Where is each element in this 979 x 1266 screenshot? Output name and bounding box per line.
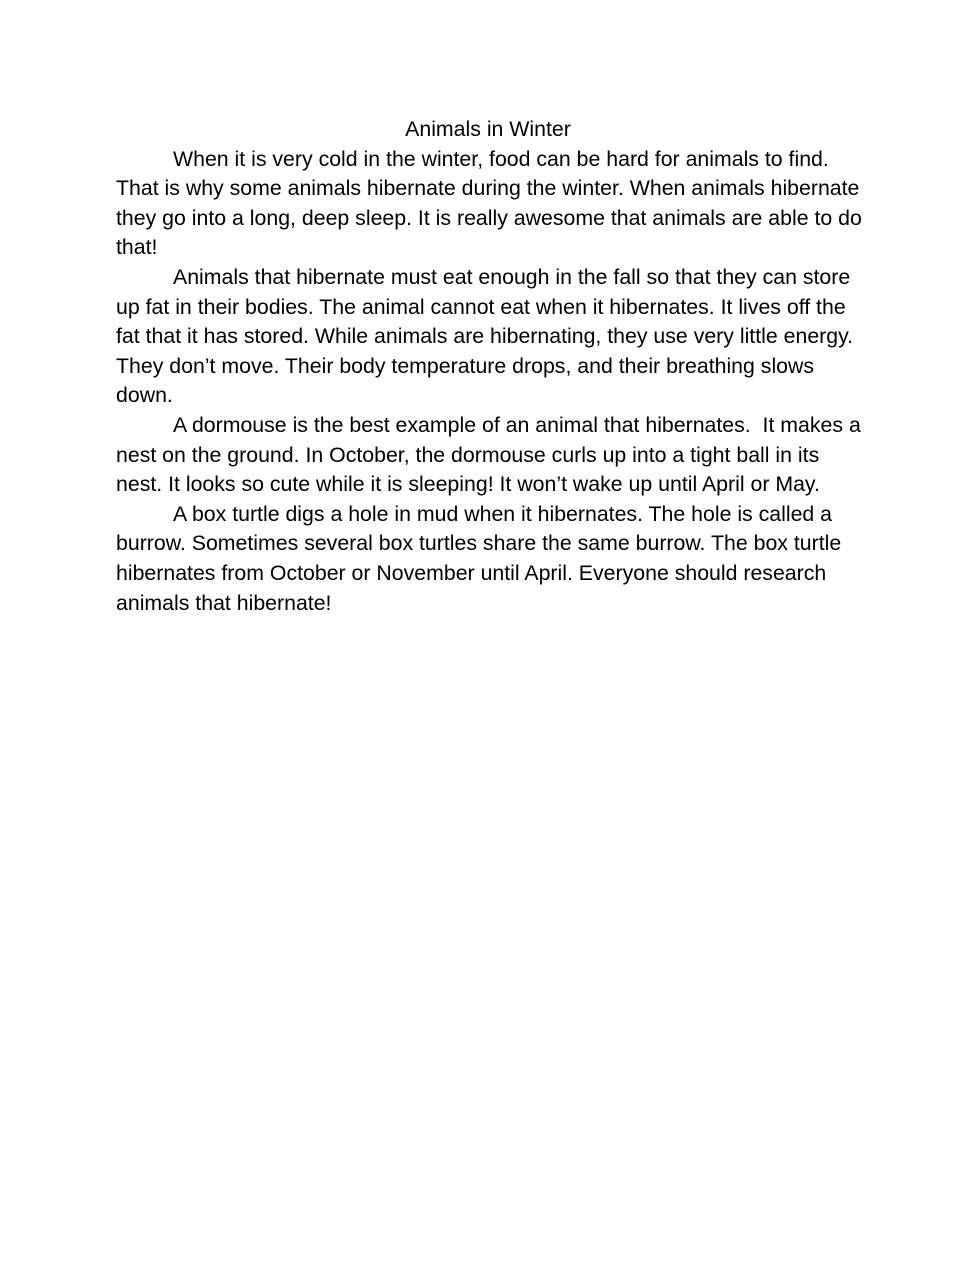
document-title: Animals in Winter [405,117,571,141]
paragraph-hibernation-intro: When it is very cold in the winter, food can be hard for animals to find. That is why some animals hibernate during the winter. When animals hibernate they go into a long, deep sleep. It is really awesome that animals are able to do that! [116,146,868,260]
paragraph-dormouse: A dormouse is the best example of an animal that hibernates. It makes a nest on the ground. In October, the dormouse curls up into a tight ball in its nest. It looks so cute while it is sleeping! It won’t wake up until April or May. [116,412,867,497]
paragraph-fat-storage: Animals that hibernate must eat enough in the fall so that they can store up fat in their bodies. The animal cannot eat when it hibernates. It lives off the fat that it has stored. While animals are hibernating, they use very little energy. They don’t move. Their body temperature drops, and their breathing slows down. [116,264,859,408]
document-body [116,115,868,618]
paragraph-box-turtle: A box turtle digs a hole in mud when it hibernates. The hole is called a burrow. Sometimes several box turtles share the same burrow. The box turtle hibernates from October or November until April. Everyone should research animals that hibernate! [116,501,848,615]
